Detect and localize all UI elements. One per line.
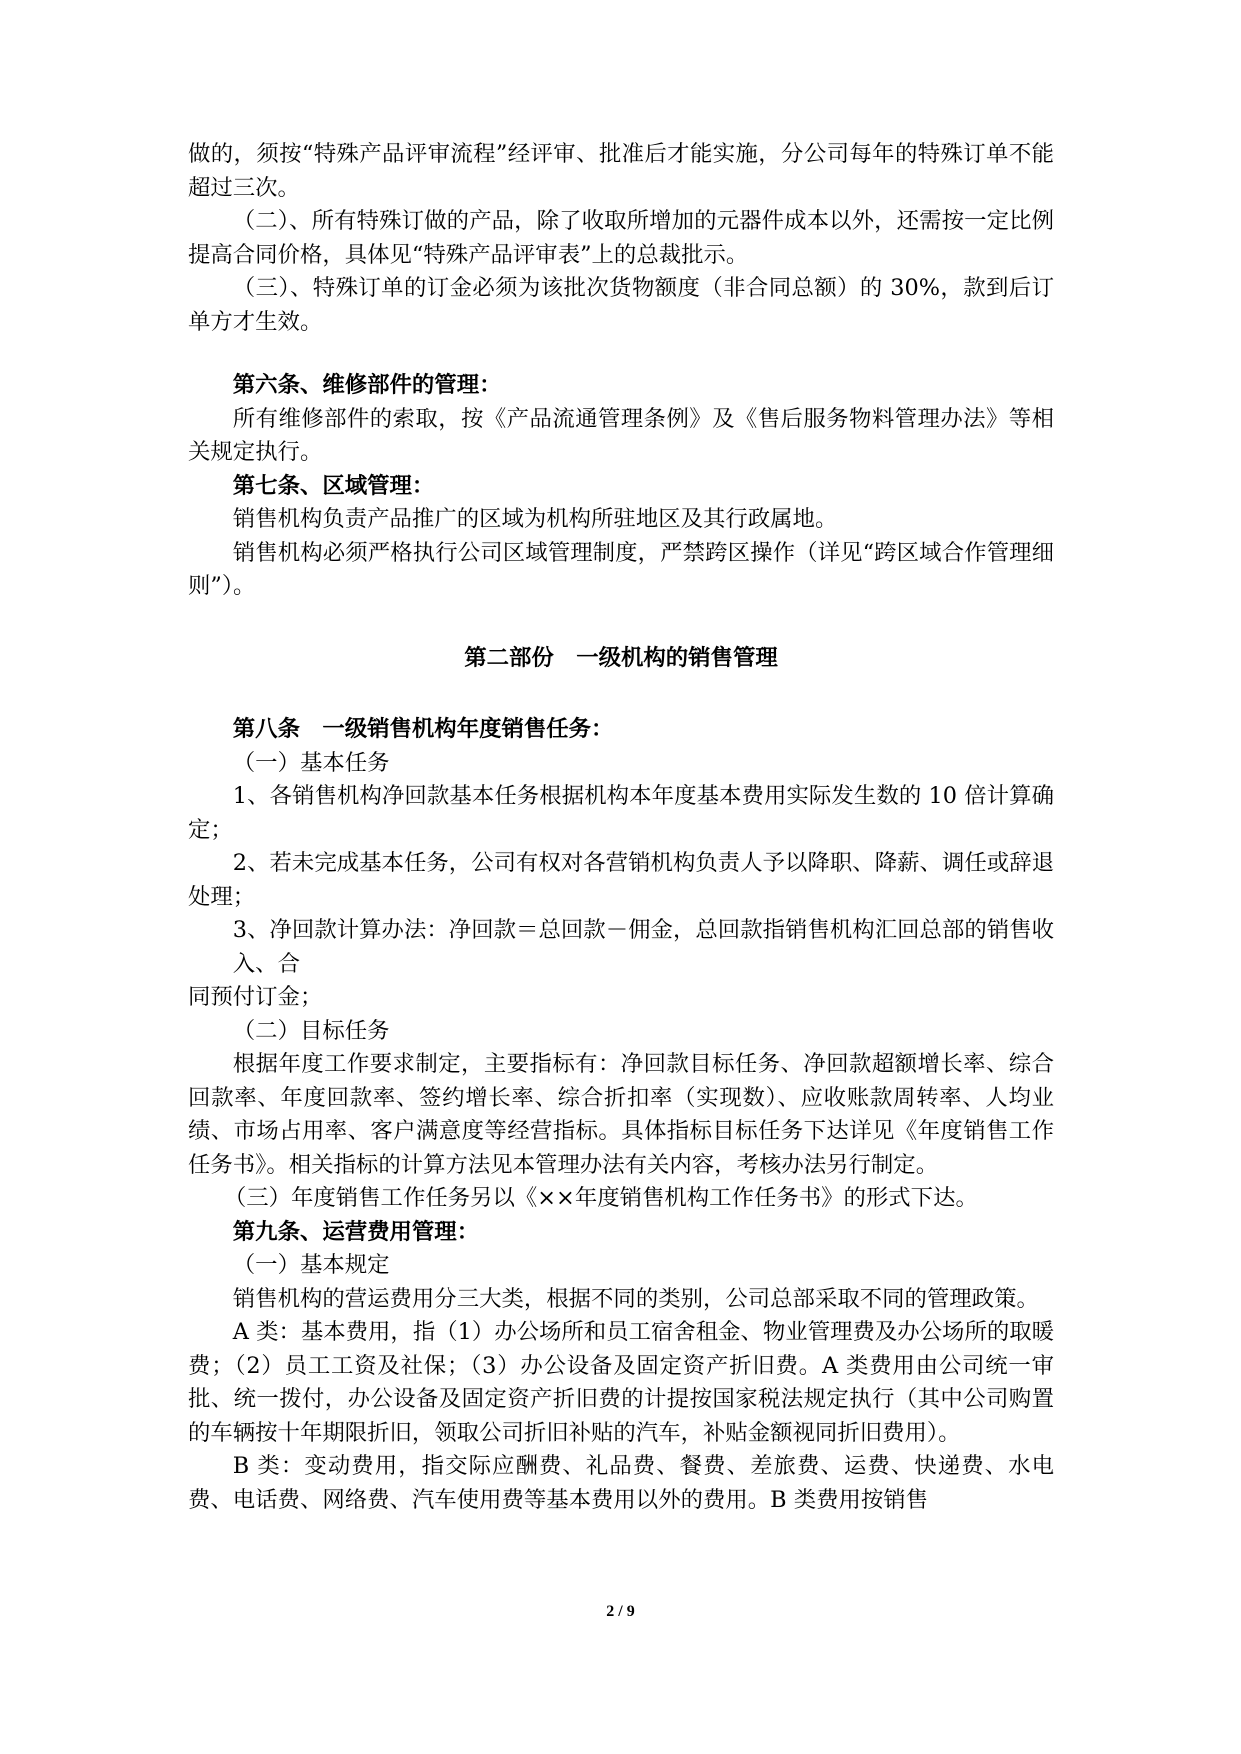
paragraph: 2、若未完成基本任务，公司有权对各营销机构负责人予以降职、降薪、调任或辞退处理； (188, 850, 1054, 910)
paragraph: 销售机构的营运费用分三大类，根据不同的类别，公司总部采取不同的管理政策。 (232, 1285, 1039, 1312)
article-heading-9: 第九条、运营费用管理： (232, 1218, 480, 1245)
page-number: 2 / 9 (606, 1603, 635, 1620)
paragraph: B 类：变动费用，指交际应酬费、礼品费、餐费、差旅费、运费、快递费、水电费、电话费、网络费、汽车使用费等基本费用以外的费用。B 类费用按销售 (188, 1453, 1054, 1513)
paragraph: 同预付订金； (188, 984, 323, 1010)
paragraph: （三）年度销售工作任务另以《××年度销售机构工作任务书》的形式下达。 (223, 1185, 978, 1211)
paragraph: 根据年度工作要求制定，主要指标有：净回款目标任务、净回款超额增长率、综合回款率、年度回款率、签约增长率、综合折扣率（实现数）、应收账款周转率、人均业绩、市场占用率、客户满意度等经营指标。具体指标目标任务下达详见《年度销售工作任务书》。相关指标的计算方法见本管理办法有关内容，考核办法另行制定。 (188, 1051, 1054, 1178)
paragraph: （三）、特殊订单的订金必须为该批次货物额度（非合同总额）的 30%，款到后订单方才生效。 (188, 275, 1054, 335)
paragraph: 所有维修部件的索取，按《产品流通管理条例》及《售后服务物料管理办法》等相关规定执行。 (188, 405, 1054, 465)
paragraph: 销售机构负责产品推广的区域为机构所驻地区及其行政属地。 (232, 506, 838, 532)
document-body (188, 138, 1054, 1517)
paragraph: A 类：基本费用，指（1）办公场所和员工宿舍租金、物业管理费及办公场所的取暖费；（2）员工工资及社保；（3）办公设备及固定资产折旧费。A 类费用由公司统一审批、统一拨付，办公设备及固定资产折旧费的计提按国家税法规定执行（其中公司购置的车辆按十年期限折旧，领取公司折旧补贴的汽车，补贴金额视同折旧费用）。 (188, 1319, 1055, 1446)
article-heading-6: 第六条、维修部件的管理： (232, 372, 502, 398)
subheading: （一）基本规定 (232, 1252, 390, 1278)
paragraph: 做的，须按“特殊产品评审流程”经评审、批准后才能实施，分公司每年的特殊订单不能超过三次。 (188, 141, 1054, 201)
paragraph: 销售机构必须严格执行公司区域管理制度，严禁跨区操作（详见“跨区域合作管理细则”）。 (188, 539, 1054, 599)
paragraph: （二）、所有特殊订做的产品，除了收取所增加的元器件成本以外，还需按一定比例提高合同价格，具体见“特殊产品评审表”上的总裁批示。 (188, 208, 1054, 268)
article-heading-8: 第八条 一级销售机构年度销售任务： (232, 716, 614, 742)
part-title: 第二部份 一级机构的销售管理 (464, 644, 778, 671)
article-heading-7: 第七条、区域管理： (232, 472, 435, 499)
subheading: （二）目标任务 (232, 1017, 390, 1044)
paragraph: 1、各销售机构净回款基本任务根据机构本年度基本费用实际发生数的 10 倍计算确定； (188, 783, 1054, 843)
paragraph: 3、净回款计算办法：净回款＝总回款－佣金，总回款指销售机构汇回总部的销售收入、合 (232, 917, 1054, 977)
subheading: （一）基本任务 (232, 749, 390, 776)
